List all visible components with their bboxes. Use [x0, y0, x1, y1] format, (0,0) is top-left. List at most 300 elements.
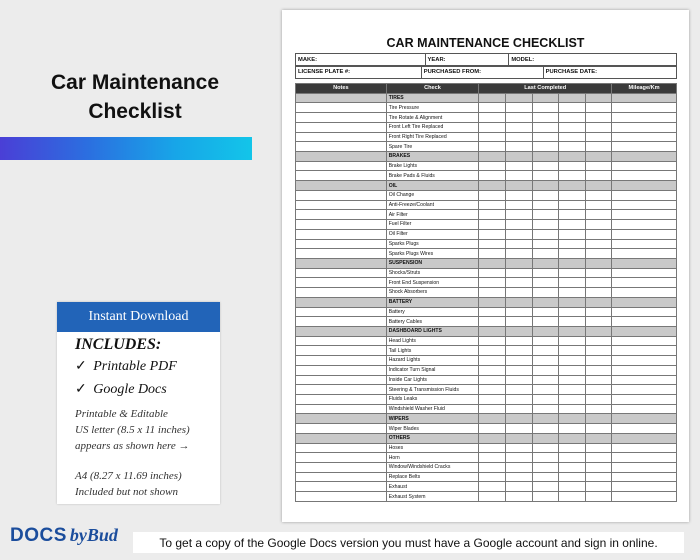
last-completed-cell	[585, 404, 611, 414]
last-completed-cell	[585, 297, 611, 307]
last-completed-cell	[479, 356, 506, 366]
notes-cell	[296, 453, 387, 463]
mileage-cell	[612, 336, 677, 346]
last-completed-cell	[585, 375, 611, 385]
last-completed-cell	[559, 375, 586, 385]
last-completed-cell	[505, 356, 532, 366]
last-completed-cell	[559, 395, 586, 405]
last-completed-cell	[532, 482, 559, 492]
check-item-label: Brake Lights	[386, 161, 479, 171]
mileage-cell	[612, 278, 677, 288]
last-completed-cell	[559, 443, 586, 453]
last-completed-cell	[559, 317, 586, 327]
checklist-row	[296, 171, 677, 181]
last-completed-cell	[532, 103, 559, 113]
mileage-cell	[612, 385, 677, 395]
last-completed-cell	[505, 220, 532, 230]
checklist-row	[296, 385, 677, 395]
last-completed-cell	[532, 278, 559, 288]
last-completed-cell	[479, 288, 506, 298]
mileage-cell	[612, 258, 677, 268]
year-field: YEAR:	[425, 54, 509, 67]
mileage-cell	[612, 463, 677, 473]
check-item-label: Tire Rotate & Alignment	[386, 113, 479, 123]
checklist-row	[296, 229, 677, 239]
section-label: DASHBOARD LIGHTS	[386, 326, 479, 336]
checklist-row	[296, 307, 677, 317]
last-completed-cell	[479, 258, 506, 268]
notes-cell	[296, 93, 387, 103]
checklist-row	[296, 317, 677, 327]
last-completed-cell	[532, 443, 559, 453]
mileage-cell	[612, 492, 677, 502]
mileage-cell	[612, 356, 677, 366]
last-completed-cell	[479, 433, 506, 443]
note-line: US letter (8.5 x 11 inches)	[75, 424, 190, 436]
last-completed-cell	[505, 268, 532, 278]
section-label: BRAKES	[386, 152, 479, 162]
check-item-label: Air Filter	[386, 210, 479, 220]
last-completed-cell	[479, 181, 506, 191]
last-completed-cell	[532, 210, 559, 220]
last-completed-cell	[505, 288, 532, 298]
last-completed-cell	[532, 424, 559, 434]
mileage-cell	[612, 482, 677, 492]
notes-cell	[296, 404, 387, 414]
last-completed-cell	[559, 453, 586, 463]
last-completed-cell	[585, 346, 611, 356]
last-completed-cell	[505, 190, 532, 200]
notes-cell	[296, 482, 387, 492]
last-completed-cell	[585, 93, 611, 103]
last-completed-cell	[532, 229, 559, 239]
last-completed-cell	[585, 200, 611, 210]
last-completed-cell	[479, 171, 506, 181]
last-completed-cell	[479, 472, 506, 482]
last-completed-cell	[585, 307, 611, 317]
last-completed-cell	[585, 453, 611, 463]
last-completed-cell	[585, 472, 611, 482]
section-label: TIRES	[386, 93, 479, 103]
mileage-cell	[612, 433, 677, 443]
check-item-label: Spare Tire	[386, 142, 479, 152]
checklist-row	[296, 210, 677, 220]
mileage-cell	[612, 326, 677, 336]
last-completed-cell	[505, 365, 532, 375]
last-completed-cell	[479, 385, 506, 395]
check-item-label: Sparks Plugs Wires	[386, 249, 479, 259]
last-completed-cell	[479, 142, 506, 152]
last-completed-cell	[559, 103, 586, 113]
last-completed-cell	[559, 288, 586, 298]
last-completed-cell	[559, 414, 586, 424]
checklist-row	[296, 113, 677, 123]
last-completed-cell	[532, 93, 559, 103]
last-completed-cell	[479, 200, 506, 210]
check-item-label: Battery	[386, 307, 479, 317]
last-completed-cell	[559, 404, 586, 414]
mileage-cell	[612, 210, 677, 220]
google-docs-info: To get a copy of the Google Docs version you must have a Google account and sign in online.	[133, 532, 684, 553]
license-plate-field: LICENSE PLATE #:	[296, 66, 422, 79]
last-completed-cell	[505, 385, 532, 395]
last-completed-cell	[585, 395, 611, 405]
notes-cell	[296, 346, 387, 356]
last-completed-cell	[585, 463, 611, 473]
last-completed-cell	[479, 249, 506, 259]
last-completed-cell	[559, 210, 586, 220]
last-completed-cell	[505, 424, 532, 434]
notes-cell	[296, 220, 387, 230]
includes-card	[57, 302, 220, 504]
last-completed-cell	[479, 297, 506, 307]
last-completed-cell	[479, 161, 506, 171]
section-row	[296, 297, 677, 307]
last-completed-cell	[505, 152, 532, 162]
checkmark-icon: ✓	[75, 382, 87, 397]
last-completed-cell	[505, 278, 532, 288]
notes-cell	[296, 103, 387, 113]
checklist-row	[296, 278, 677, 288]
check-item-label: Indicator Turn Signal	[386, 365, 479, 375]
notes-cell	[296, 414, 387, 424]
notes-cell	[296, 336, 387, 346]
last-completed-cell	[585, 229, 611, 239]
last-completed-cell	[505, 249, 532, 259]
check-item-label: Anti-Freeze/Coolant	[386, 200, 479, 210]
last-completed-cell	[505, 113, 532, 123]
last-completed-cell	[559, 113, 586, 123]
checklist-row	[296, 142, 677, 152]
section-row	[296, 181, 677, 191]
column-header-notes: Notes	[296, 84, 387, 94]
check-item-label: Hoses	[386, 443, 479, 453]
last-completed-cell	[479, 229, 506, 239]
check-item-label: Front Left Tire Replaced	[386, 122, 479, 132]
last-completed-cell	[559, 152, 586, 162]
notes-cell	[296, 395, 387, 405]
notes-cell	[296, 317, 387, 327]
model-field: MODEL:	[509, 54, 677, 67]
notes-cell	[296, 132, 387, 142]
last-completed-cell	[532, 181, 559, 191]
last-completed-cell	[505, 297, 532, 307]
last-completed-cell	[559, 463, 586, 473]
include-item-pdf	[75, 356, 220, 377]
mileage-cell	[612, 346, 677, 356]
checklist-row	[296, 463, 677, 473]
last-completed-cell	[585, 239, 611, 249]
last-completed-cell	[505, 336, 532, 346]
last-completed-cell	[479, 122, 506, 132]
last-completed-cell	[479, 424, 506, 434]
last-completed-cell	[559, 336, 586, 346]
checklist-row	[296, 268, 677, 278]
last-completed-cell	[505, 200, 532, 210]
last-completed-cell	[559, 181, 586, 191]
notes-cell	[296, 142, 387, 152]
last-completed-cell	[532, 336, 559, 346]
checklist-row	[296, 103, 677, 113]
last-completed-cell	[559, 492, 586, 502]
last-completed-cell	[559, 385, 586, 395]
notes-cell	[296, 463, 387, 473]
checklist-row	[296, 161, 677, 171]
last-completed-cell	[532, 356, 559, 366]
notes-cell	[296, 249, 387, 259]
last-completed-cell	[532, 132, 559, 142]
last-completed-cell	[479, 346, 506, 356]
last-completed-cell	[532, 249, 559, 259]
last-completed-cell	[505, 463, 532, 473]
notes-cell	[296, 200, 387, 210]
notes-cell	[296, 356, 387, 366]
check-item-label: Tail Lights	[386, 346, 479, 356]
promo-title	[10, 68, 260, 126]
last-completed-cell	[479, 453, 506, 463]
mileage-cell	[612, 229, 677, 239]
section-row	[296, 414, 677, 424]
last-completed-cell	[559, 356, 586, 366]
last-completed-cell	[585, 433, 611, 443]
check-item-label: Fuel Filter	[386, 220, 479, 230]
notes-cell	[296, 122, 387, 132]
mileage-cell	[612, 132, 677, 142]
last-completed-cell	[505, 239, 532, 249]
mileage-cell	[612, 161, 677, 171]
last-completed-cell	[532, 113, 559, 123]
last-completed-cell	[505, 346, 532, 356]
notes-cell	[296, 375, 387, 385]
mileage-cell	[612, 249, 677, 259]
last-completed-cell	[559, 142, 586, 152]
check-item-label: Shock Absorbers	[386, 288, 479, 298]
notes-cell	[296, 181, 387, 191]
section-label: OTHERS	[386, 433, 479, 443]
mileage-cell	[612, 103, 677, 113]
last-completed-cell	[585, 103, 611, 113]
last-completed-cell	[505, 103, 532, 113]
section-label: SUSPENSION	[386, 258, 479, 268]
last-completed-cell	[505, 375, 532, 385]
last-completed-cell	[505, 171, 532, 181]
last-completed-cell	[585, 190, 611, 200]
last-completed-cell	[479, 307, 506, 317]
last-completed-cell	[505, 326, 532, 336]
check-item-label: Replace Belts	[386, 472, 479, 482]
last-completed-cell	[505, 472, 532, 482]
checklist-row	[296, 404, 677, 414]
check-item-label: Exhaust	[386, 482, 479, 492]
last-completed-cell	[585, 161, 611, 171]
last-completed-cell	[559, 122, 586, 132]
mileage-cell	[612, 142, 677, 152]
last-completed-cell	[585, 414, 611, 424]
check-item-label: Brake Pads & Fluids	[386, 171, 479, 181]
last-completed-cell	[479, 326, 506, 336]
last-completed-cell	[505, 404, 532, 414]
last-completed-cell	[559, 278, 586, 288]
last-completed-cell	[532, 463, 559, 473]
last-completed-cell	[479, 103, 506, 113]
last-completed-cell	[505, 453, 532, 463]
last-completed-cell	[532, 346, 559, 356]
mileage-cell	[612, 181, 677, 191]
mileage-cell	[612, 395, 677, 405]
last-completed-cell	[479, 278, 506, 288]
last-completed-cell	[505, 443, 532, 453]
last-completed-cell	[559, 297, 586, 307]
mileage-cell	[612, 113, 677, 123]
section-label: WIPERS	[386, 414, 479, 424]
last-completed-cell	[559, 258, 586, 268]
last-completed-cell	[559, 132, 586, 142]
last-completed-cell	[479, 239, 506, 249]
mileage-cell	[612, 152, 677, 162]
last-completed-cell	[532, 171, 559, 181]
last-completed-cell	[505, 433, 532, 443]
last-completed-cell	[479, 132, 506, 142]
last-completed-cell	[559, 365, 586, 375]
last-completed-cell	[479, 365, 506, 375]
last-completed-cell	[479, 220, 506, 230]
last-completed-cell	[479, 152, 506, 162]
notes-cell	[296, 278, 387, 288]
check-item-label: Steering & Transmission Fluids	[386, 385, 479, 395]
make-field: MAKE:	[296, 54, 426, 67]
mileage-cell	[612, 220, 677, 230]
last-completed-cell	[532, 385, 559, 395]
checklist-document	[282, 10, 689, 522]
notes-cell	[296, 171, 387, 181]
mileage-cell	[612, 93, 677, 103]
mileage-cell	[612, 375, 677, 385]
notes-cell	[296, 152, 387, 162]
section-row	[296, 152, 677, 162]
promo-title-line2: Checklist	[88, 100, 182, 123]
last-completed-cell	[559, 433, 586, 443]
checklist-row	[296, 472, 677, 482]
checklist-row	[296, 365, 677, 375]
last-completed-cell	[532, 326, 559, 336]
last-completed-cell	[505, 414, 532, 424]
last-completed-cell	[585, 492, 611, 502]
purchase-date-field: PURCHASE DATE:	[543, 66, 676, 79]
last-completed-cell	[585, 152, 611, 162]
notes-cell	[296, 492, 387, 502]
section-row	[296, 326, 677, 336]
mileage-cell	[612, 288, 677, 298]
last-completed-cell	[532, 239, 559, 249]
notes-cell	[296, 297, 387, 307]
section-label: OIL	[386, 181, 479, 191]
last-completed-cell	[505, 492, 532, 502]
mileage-cell	[612, 472, 677, 482]
note-line: Included but not shown	[75, 486, 178, 498]
check-item-label: Sparks Plugs	[386, 239, 479, 249]
mileage-cell	[612, 190, 677, 200]
last-completed-cell	[479, 113, 506, 123]
last-completed-cell	[559, 229, 586, 239]
last-completed-cell	[532, 161, 559, 171]
logo-docs-text: DOCS	[10, 525, 67, 546]
last-completed-cell	[585, 210, 611, 220]
last-completed-cell	[505, 142, 532, 152]
last-completed-cell	[505, 181, 532, 191]
last-completed-cell	[585, 336, 611, 346]
notes-cell	[296, 268, 387, 278]
last-completed-cell	[479, 210, 506, 220]
mileage-cell	[612, 268, 677, 278]
last-completed-cell	[532, 122, 559, 132]
fields-row	[296, 66, 677, 79]
last-completed-cell	[559, 190, 586, 200]
last-completed-cell	[585, 424, 611, 434]
last-completed-cell	[559, 171, 586, 181]
check-item-label: Oil Filter	[386, 229, 479, 239]
last-completed-cell	[479, 414, 506, 424]
last-completed-cell	[585, 142, 611, 152]
mileage-cell	[612, 453, 677, 463]
last-completed-cell	[505, 229, 532, 239]
checklist-row	[296, 482, 677, 492]
mileage-cell	[612, 317, 677, 327]
checklist-row	[296, 336, 677, 346]
checklist-row	[296, 122, 677, 132]
mileage-cell	[612, 443, 677, 453]
column-header-check: Check	[386, 84, 479, 94]
last-completed-cell	[559, 307, 586, 317]
docs-by-bud-logo	[10, 525, 118, 555]
checkmark-icon: ✓	[75, 359, 87, 374]
check-item-label: Front End Suspension	[386, 278, 479, 288]
last-completed-cell	[479, 375, 506, 385]
last-completed-cell	[479, 317, 506, 327]
check-item-label: Exhaust System	[386, 492, 479, 502]
notes-cell	[296, 113, 387, 123]
last-completed-cell	[585, 288, 611, 298]
checklist-row	[296, 239, 677, 249]
last-completed-cell	[532, 200, 559, 210]
table-header-row	[296, 84, 677, 94]
checklist-row	[296, 190, 677, 200]
last-completed-cell	[479, 482, 506, 492]
last-completed-cell	[559, 268, 586, 278]
notes-cell	[296, 433, 387, 443]
last-completed-cell	[585, 268, 611, 278]
notes-cell	[296, 472, 387, 482]
last-completed-cell	[532, 190, 559, 200]
last-completed-cell	[505, 482, 532, 492]
last-completed-cell	[532, 404, 559, 414]
last-completed-cell	[479, 443, 506, 453]
mileage-cell	[612, 424, 677, 434]
format-note	[75, 406, 220, 454]
notes-cell	[296, 443, 387, 453]
a4-note	[75, 468, 220, 500]
maintenance-table	[295, 83, 677, 502]
last-completed-cell	[585, 220, 611, 230]
last-completed-cell	[532, 395, 559, 405]
notes-cell	[296, 288, 387, 298]
checklist-row	[296, 346, 677, 356]
checklist-row	[296, 220, 677, 230]
last-completed-cell	[559, 93, 586, 103]
last-completed-cell	[505, 395, 532, 405]
notes-cell	[296, 307, 387, 317]
last-completed-cell	[585, 132, 611, 142]
note-line: appears as shown here →	[75, 440, 190, 452]
